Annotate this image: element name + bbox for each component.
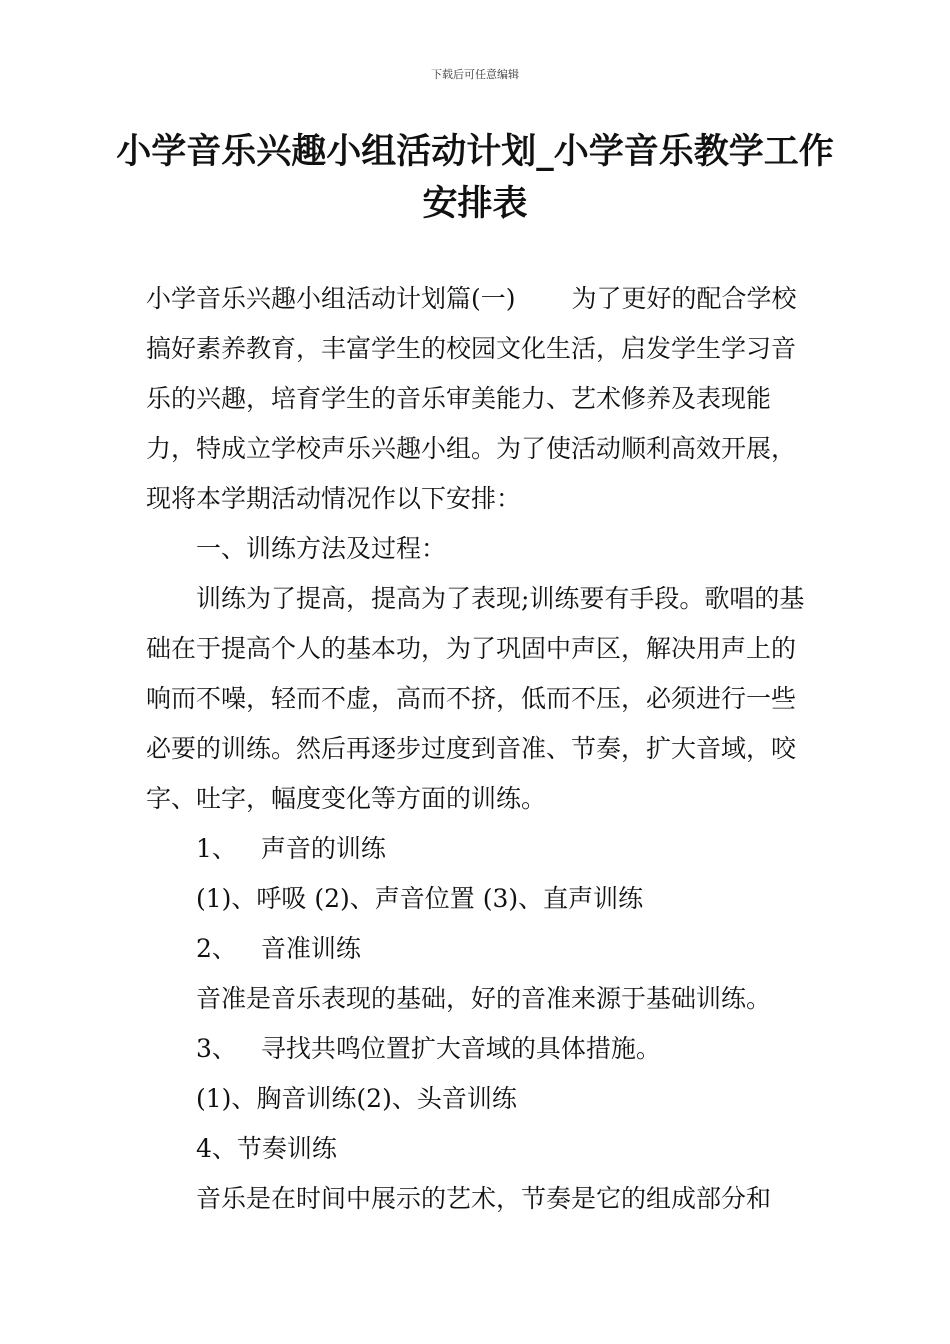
item3-num: 3、 bbox=[196, 1034, 237, 1063]
item1-num: 1、 bbox=[196, 834, 237, 863]
item1-title: 声音的训练 bbox=[260, 834, 386, 863]
document-title: 小学音乐兴趣小组活动计划_小学音乐教学工作安排表 bbox=[116, 132, 834, 224]
item2-title: 音准训练 bbox=[260, 934, 361, 963]
item2-detail: 音准是音乐表现的基础，好的音准来源于基础训练。 bbox=[196, 984, 772, 1013]
item3-title: 寻找共鸣位置扩大音域的具体措施。 bbox=[260, 1034, 661, 1063]
item3-heading bbox=[146, 1024, 810, 1074]
item4-heading: 4、节奏训练 bbox=[196, 1134, 337, 1163]
item1-detail: (1)、呼吸 (2)、声音位置 (3)、直声训练 bbox=[196, 884, 644, 913]
intro-text: 为了更好的配合学校搞好素养教育，丰富学生的校园文化生活，启发学生学习音乐的兴趣，培育学生的音乐审美能力、艺术修养及表现能力，特成立学校声乐兴趣小组。为了使活动顺利高效开展，现将本学期活动情况作以下安排： bbox=[146, 284, 797, 513]
item1-heading bbox=[146, 824, 810, 874]
section1-heading: 一、训练方法及过程： bbox=[196, 534, 447, 563]
section1-text: 训练为了提高，提高为了表现;训练要有手段。歌唱的基础在于提高个人的基本功，为了巩固中声区，解决用声上的响而不噪，轻而不虚，高而不挤，低而不压，必须进行一些必要的训练。然后再逐步过度到音准、节奏，扩大音域，咬字、吐字，幅度变化等方面的训练。 bbox=[146, 584, 805, 813]
header-note: 下载后可任意编辑 bbox=[431, 68, 519, 81]
document-body bbox=[146, 274, 810, 1224]
item3-detail: (1)、胸音训练(2)、头音训练 bbox=[196, 1084, 517, 1113]
intro-heading: 小学音乐兴趣小组活动计划篇(一) bbox=[146, 284, 516, 313]
item4-detail: 音乐是在时间中展示的艺术，节奏是它的组成部分和 bbox=[196, 1184, 772, 1213]
item2-heading bbox=[146, 924, 810, 974]
intro-paragraph bbox=[146, 274, 810, 524]
item2-num: 2、 bbox=[196, 934, 237, 963]
